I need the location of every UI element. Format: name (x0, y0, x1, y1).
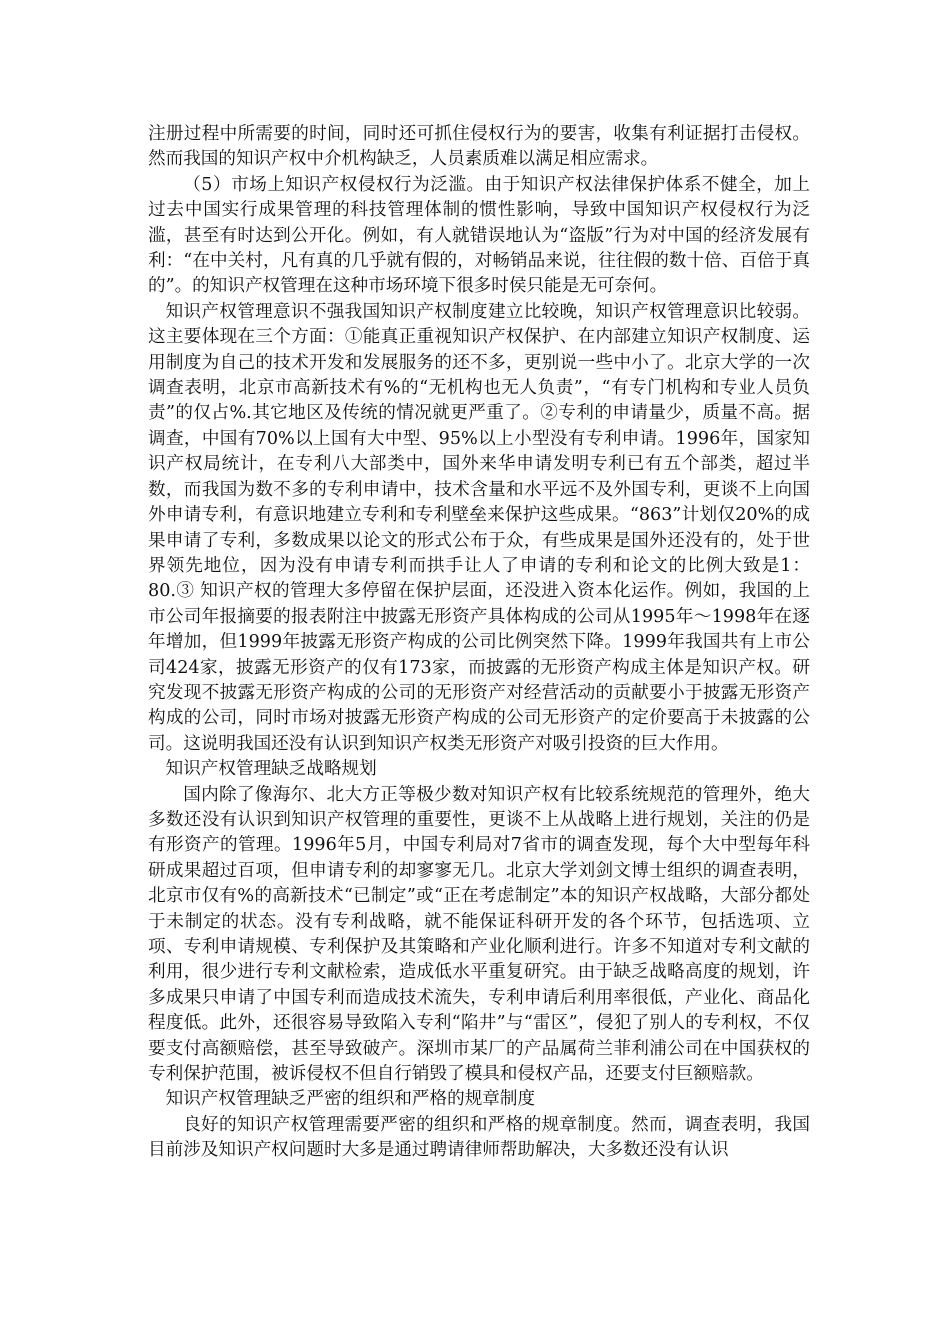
paragraph-awareness: 知识产权管理意识不强我国知识产权制度建立比较晚，知识产权管理意识比较弱。这主要体现在三个方面：①能真正重视知识产权保护、在内部建立知识产权制度、运用制度为自己的技术开发和发展服务的还不多，更别说一些中小了。北京大学的一次调查表明，北京市高新技术有%的“无机构也无人负责”，“有专门机构和专业人员负责”的仅占%.其它地区及传统的情况就更严重了。②专利的申请量少，质量不高。据调查，中国有70%以上国有大中型、95%以上小型没有专利申请。1996年，国家知识产权局统计，在专利八大部类中，国外来华申请发明专利已有五个部类，超过半数，而我国为数不多的专利申请中，技术含量和水平远不及外国专利，更谈不上向国外申请专利，有意识地建立专利和专利壁垒来保护这些成果。“863”计划仅20%的成果申请了专利，多数成果以论文的形式公布于众，有些成果是国外还没有的，处于世界领先地位，因为没有申请专利而拱手让人了申请的专利和论文的比例大致是1：80.③ 知识产权的管理大多停留在保护层面，还没进入资本化运作。例如，我国的上市公司年报摘要的报表附注中披露无形资产具体构成的公司从1995年～1998年在逐年增加，但1999年披露无形资产构成的公司比例突然下降。1999年我国共有上市公司424家，披露无形资产的仅有173家，而披露的无形资产构成主体是知识产权。研究发现不披露无形资产构成的公司的无形资产对经营活动的贡献要小于披露无形资产构成的公司，同时市场对披露无形资产构成的公司无形资产的定价要高于未披露的公司。这说明我国还没有认识到知识产权类无形资产对吸引投资的巨大作用。 (148, 301, 810, 754)
section-heading-strategy: 知识产权管理缺乏战略规划 (165, 759, 377, 780)
paragraph-organization: 良好的知识产权管理需要严密的组织和严格的规章制度。然而，调查表明，我国目前涉及知识产权问题时大多是通过聘请律师帮助解决，大多数还没有认识 (148, 1114, 810, 1161)
paragraph-continuation: 注册过程中所需要的时间，同时还可抓住侵权行为的要害，收集有利证据打击侵权。然而我国的知识产权中介机构缺乏，人员素质难以满足相应需求。 (148, 124, 810, 170)
document-body (148, 122, 810, 1164)
paragraph-strategy: 国内除了像海尔、北大方正等极少数对知识产权有比较系统规范的管理外，绝大多数还没有认识到知识产权管理的重要性，更谈不上从战略上进行规划，关注的仍是有形资产的管理。1996年5月，中国专利局对7省市的调查发现，每个大中型每年科研成果超过百项，但申请专利的却寥寥无几。北京大学刘剑文博士组织的调查表明，北京市仅有%的高新技术“已制定”或“正在考虑制定”本的知识产权战略，大部分都处于未制定的状态。没有专利战略，就不能保证科研开发的各个环节，包括选项、立项、专利申请规模、专利保护及其策略和产业化顺利进行。许多不知道对专利文献的利用，很少进行专利文献检索，造成低水平重复研究。由于缺乏战略高度的规划，许多成果只申请了中国专利而造成技术流失，专利申请后利用率很低，产业化、商品化程度低。此外，还很容易导致陷入专利“陷井”与“雷区”，侵犯了别人的专利权，不仅要支付高额赔偿，甚至导致破产。深圳市某厂的产品属荷兰菲利浦公司在中国获权的专利保护范围，被诉侵权不但自行销毁了模具和侵权产品，还要支付巨额赔款。 (148, 784, 810, 1085)
section-heading-organization: 知识产权管理缺乏严密的组织和严格的规章制度 (165, 1089, 536, 1110)
paragraph-infringement: （5）市场上知识产权侵权行为泛滥。由于知识产权法律保护体系不健全，加上过去中国实行成果管理的科技管理体制的惯性影响，导致中国知识产权侵权行为泛滥，甚至有时达到公开化。例如，有人就错误地认为“盗版”行为对中国的经济发展有利：“在中关村，凡有真的几乎就有假的，对畅销品来说，往往假的数十倍、百倍于真的”。的知识产权管理在这种市场环境下很多时侯只能是无可奈何。 (148, 174, 810, 297)
